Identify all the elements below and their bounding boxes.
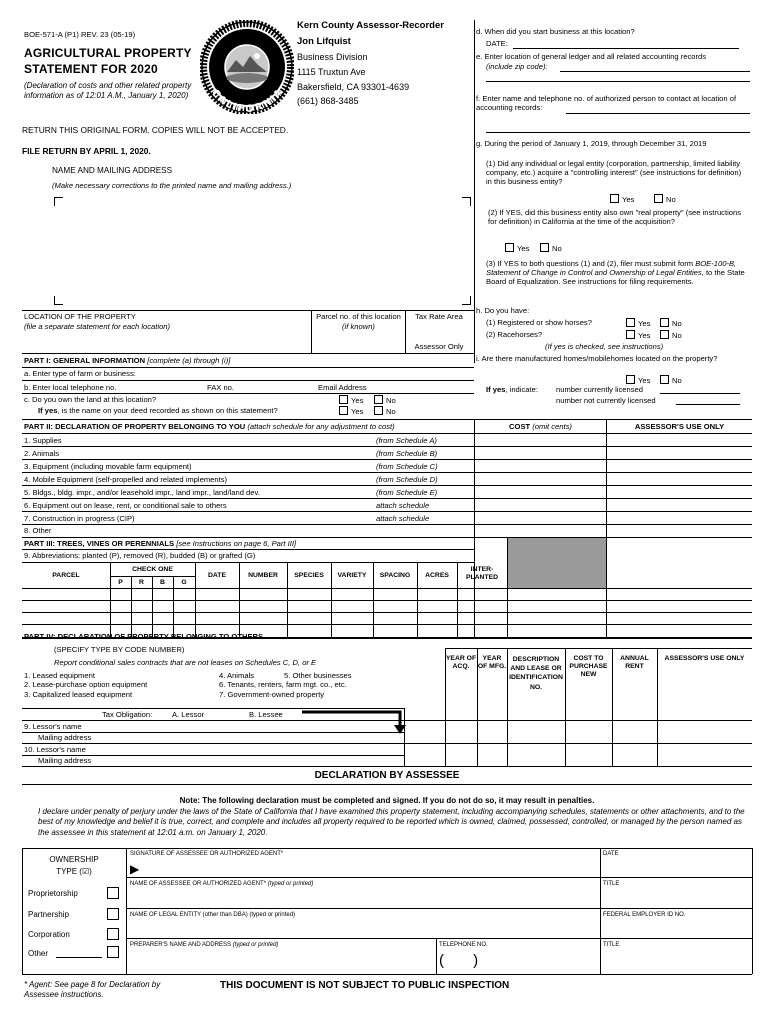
declaration-note: Note: The following declaration must be completed and signed. If you do not do so, it may result in penalties.	[179, 796, 595, 805]
part1-email: Email Address	[318, 383, 367, 392]
part3-header-rule	[22, 549, 474, 550]
form-title-line2: STATEMENT FOR 2020	[24, 62, 158, 76]
col-interplanted: INTER-PLANTED	[465, 566, 499, 581]
checkbox[interactable]	[654, 194, 663, 203]
part4-row-rule	[22, 743, 752, 744]
part1-title-text: PART I: GENERAL INFORMATION	[24, 356, 146, 365]
ownership-type-label: TYPE (☑)	[56, 867, 92, 876]
checkbox[interactable]	[660, 318, 669, 327]
office-phone: (661) 868-3485	[297, 96, 359, 106]
yes-label: Yes	[351, 396, 364, 405]
agent-note: * Agent: See page 8 for Declaration by Assessee instructions.	[24, 980, 161, 999]
question-g1: (1) Did any individual or legal entity (corporation, partnership, limited liability company, etc.) acquire a "controlling interest" (see instructions for definition) in this business entity?	[486, 159, 742, 187]
form-title-line1: AGRICULTURAL PROPERTY	[24, 46, 192, 60]
part2-title-note: (attach schedule for any adjustment to cost)	[247, 422, 395, 431]
g3-form-ref: BOE-100-B, Statement of Change in Control and Ownership of Legal Entities,	[486, 259, 737, 278]
name-assessee-label	[130, 881, 313, 888]
checkbox[interactable]	[374, 406, 383, 415]
part3-row-rule	[22, 600, 752, 601]
name-address-note: (Make necessary corrections to the printed name and mailing address.)	[52, 181, 292, 190]
no-label: No	[672, 331, 682, 340]
question-h-note: (If yes is checked, see instructions)	[545, 342, 664, 351]
seal-bottom-text: CALIFORNIA	[208, 87, 286, 114]
question-g2-yes[interactable]	[505, 243, 529, 253]
row-label: 8. Other	[24, 526, 52, 535]
question-g2-no[interactable]	[540, 243, 562, 253]
p4-col-rule	[657, 648, 658, 766]
row-label: 4. Mobile Equipment (self-propelled and related implements)	[24, 475, 228, 484]
checkbox[interactable]	[339, 395, 348, 404]
ownership-partnership-checkbox[interactable]	[107, 908, 119, 920]
part2-row	[22, 499, 752, 512]
preparer-note: (typed or printed)	[232, 942, 279, 948]
part4-rows-top-rule	[22, 720, 752, 721]
part1-c-no[interactable]	[374, 395, 396, 405]
checkbox[interactable]	[505, 243, 514, 252]
part4-bottom-rule	[22, 766, 752, 767]
lessor-9-mid-rule	[22, 732, 404, 733]
sig-row-rule	[126, 908, 752, 909]
part1-title	[24, 356, 230, 365]
part2-assessor-head: ASSESSOR'S USE ONLY	[634, 422, 725, 431]
form-code: BOE-571-A (P1) REV. 23 (05-19)	[24, 30, 136, 39]
signature-field[interactable]	[150, 860, 596, 876]
g3-text-a: (3) If YES to both questions (1) and (2), filer must submit form	[486, 259, 696, 268]
part3-abbrev: 9. Abbreviations: planted (P), removed (R), budded (B) or grafted (G)	[24, 551, 256, 560]
question-d: d. When did you start business at this location?	[476, 27, 635, 36]
seal-top-text	[200, 20, 290, 23]
col-number: NUMBER	[248, 572, 278, 579]
part1-header-rule	[22, 367, 474, 368]
part4-title: PART IV: DECLARATION OF PROPERTY BELONGING TO OTHERS	[24, 632, 264, 641]
question-f: f. Enter name and telephone no. of authorized person to contact at location of accounting records:	[476, 94, 737, 113]
cost-head-note: (omit cents)	[532, 422, 572, 431]
fein-label: FEDERAL EMPLOYER ID NO.	[603, 912, 686, 918]
part3-row-rule	[22, 588, 752, 589]
form-subtitle: (Declaration of costs and other related property information as of 12:01 A.M., January 1, 2020)	[24, 81, 192, 100]
sig-block-right	[752, 848, 753, 974]
col-g: G	[181, 579, 187, 586]
p4-col-description: DESCRIPTION AND LEASE OR IDENTIFICATION NO.	[509, 656, 563, 691]
question-h2: (2) Racehorses?	[486, 330, 543, 339]
public-inspection-notice: THIS DOCUMENT IS NOT SUBJECT TO PUBLIC INSPECTION	[220, 980, 510, 991]
row-ref: attach schedule	[376, 501, 430, 510]
col-r: R	[139, 579, 144, 586]
checkbox[interactable]	[540, 243, 549, 252]
office-street: 1115 Truxtun Ave	[297, 67, 366, 77]
ownership-other-label: Other	[28, 949, 49, 958]
col-check-one: CHECK ONE	[132, 566, 173, 573]
part1-title-note: [complete (a) through (i)]	[147, 356, 231, 365]
lessor-10-label: 10. Lessor's name	[24, 745, 86, 754]
name-assessee-note: (typed or printed)	[267, 881, 314, 887]
code-2: 2. Lease-purchase option equipment	[24, 680, 148, 690]
part2-rows	[22, 434, 752, 538]
address-corner-tl	[54, 197, 63, 206]
address-corner-br	[462, 296, 471, 305]
lessor-10-mailing: Mailing address	[38, 756, 92, 765]
part2-title-text: PART II: DECLARATION OF PROPERTY BELONGING TO YOU	[24, 422, 246, 431]
office-city: Bakersfield, CA 93301-4639	[297, 82, 410, 92]
row-ref: (from Schedule C)	[376, 462, 438, 471]
question-h1-no[interactable]	[660, 318, 682, 328]
code-5: 5. Other businesses	[284, 671, 352, 680]
ownership-corporation-checkbox[interactable]	[107, 928, 119, 940]
code-7: 7. Government-owned property	[219, 689, 325, 699]
signature-arrow-icon: ▶	[130, 862, 140, 876]
p4-col-cost: COST TO PURCHASE NEW	[569, 655, 608, 678]
part1-a-rule	[22, 380, 474, 381]
ownership-corporation-label: Corporation	[28, 930, 70, 939]
part2-row	[22, 486, 752, 499]
declaration-rule	[22, 784, 752, 785]
yes-label: Yes	[638, 376, 651, 385]
row-ref: (from Schedule D)	[376, 475, 438, 484]
part3-title-text: PART III: TREES, VINES OR PERENNIALS	[24, 539, 175, 548]
part3-shaded-cost	[507, 538, 606, 588]
code-4: 4. Animals	[219, 671, 255, 680]
declaration-title: DECLARATION BY ASSESSEE	[314, 770, 460, 781]
ownership-partnership-label: Partnership	[28, 910, 69, 919]
checkbox[interactable]	[339, 406, 348, 415]
g3-text-c: to the State Board of Equalization. See instructions for filing requirements.	[486, 268, 745, 287]
row-ref: attach schedule	[376, 514, 430, 523]
question-i-ifyes: If yes, indicate:	[486, 385, 538, 394]
question-i-licensed-field[interactable]	[660, 393, 740, 394]
question-g1-yes[interactable]	[610, 194, 634, 204]
yes-label: Yes	[638, 319, 651, 328]
date-label: DATE	[603, 851, 619, 857]
row-label: 2. Animals	[24, 449, 60, 458]
right-column-rule	[474, 20, 475, 363]
code-1: 1. Leased equipment	[24, 671, 95, 680]
part3-top-rule	[22, 537, 752, 538]
telephone-label: TELEPHONE NO.	[439, 942, 488, 948]
yes-label: Yes	[622, 195, 635, 204]
part4-specify: (SPECIFY TYPE BY CODE NUMBER)	[54, 645, 185, 654]
question-i: i. Are there manufactured homes/mobilehomes located on the property?	[476, 354, 718, 363]
tax-obligation-label: Tax Obligation:	[102, 710, 153, 719]
question-g2: (2) If YES, did this business entity also own "real property" (see instructions for definition) in California at the time of the acquisition?	[488, 208, 742, 227]
name-assessee-text: NAME OF ASSESSEE OR AUTHORIZED AGENT*	[130, 881, 267, 887]
part2-title	[24, 422, 395, 431]
parcel-note: (if known)	[342, 322, 375, 331]
col-p: P	[118, 579, 123, 586]
checkbox[interactable]	[626, 318, 635, 327]
part2-cost-head	[475, 422, 606, 431]
location-label: LOCATION OF THE PROPERTY	[24, 312, 136, 321]
col-spacing: SPACING	[379, 572, 411, 579]
part2-row	[22, 473, 752, 486]
col-parcel: PARCEL	[52, 572, 80, 579]
file-by-notice: FILE RETURN BY APRIL 1, 2020.	[22, 146, 151, 156]
question-e-field-2[interactable]	[486, 81, 750, 82]
part1-c2-no[interactable]	[374, 406, 396, 416]
question-f-field-1[interactable]	[566, 113, 750, 114]
assessor-only-label: Assessor Only	[414, 342, 464, 351]
question-h2-no[interactable]	[660, 330, 682, 340]
col-date: DATE	[208, 572, 226, 579]
part1-c: c. Do you own the land at this location?	[24, 395, 157, 404]
parcel-label: Parcel no. of this location	[316, 312, 401, 321]
question-d-date-label: DATE:	[486, 39, 508, 48]
part3-cols-top-rule	[22, 562, 474, 563]
question-h1-yes[interactable]	[626, 318, 650, 328]
part1-top-rule	[22, 353, 474, 354]
part1-b-rule	[22, 393, 474, 394]
col-variety: VARIETY	[337, 572, 367, 579]
question-d-date-field[interactable]	[513, 48, 739, 49]
checkbox[interactable]	[626, 375, 635, 384]
preparer-label	[130, 942, 278, 949]
p4-col-assessor: ASSESSOR'S USE ONLY	[664, 655, 745, 662]
question-h2-yes[interactable]	[626, 330, 650, 340]
signature-label: SIGNATURE OF ASSESSEE OR AUTHORIZED AGENT*	[130, 851, 284, 857]
col-species: SPECIES	[294, 572, 324, 579]
question-g: g. During the period of January 1, 2019, through December 31, 2019	[476, 139, 707, 148]
row-label: 1. Supplies	[24, 436, 62, 445]
no-label: No	[552, 244, 562, 253]
part2-row	[22, 434, 752, 447]
sig-block-bottom	[22, 974, 752, 975]
question-e-note: (include zip code):	[486, 62, 548, 71]
row-ref: (from Schedule A)	[376, 436, 437, 445]
yes-label: Yes	[351, 407, 364, 416]
part3-row-rule	[22, 624, 752, 625]
question-g3	[486, 259, 748, 286]
location-note: (file a separate statement for each location)	[24, 322, 171, 331]
part1-c2: If yes, is the name on your deed recorded as shown on this statement?	[38, 406, 278, 415]
sig-block-divider	[126, 848, 127, 974]
part2-top-rule	[22, 419, 752, 420]
office-division: Business Division	[297, 52, 368, 62]
row-label: 7. Construction in progress (CIP)	[24, 514, 135, 523]
part4-arrow-icon	[302, 706, 408, 738]
no-label: No	[666, 195, 676, 204]
address-corner-tr	[462, 197, 471, 206]
part1-c2-yes[interactable]	[339, 406, 363, 416]
col-acres: ACRES	[425, 572, 449, 579]
row-label: 5. Bldgs., bldg. impr., and/or leasehold impr., land impr., land/land dev.	[24, 488, 260, 497]
name-address-label: NAME AND MAILING ADDRESS	[52, 166, 173, 175]
ownership-proprietorship-checkbox[interactable]	[107, 887, 119, 899]
lessor-9-mailing: Mailing address	[38, 733, 92, 742]
ownership-other-field[interactable]	[56, 957, 102, 958]
part1-c-yes[interactable]	[339, 395, 363, 405]
checkbox[interactable]	[626, 330, 635, 339]
p4-col-header-top	[445, 648, 752, 649]
title-label: TITLE	[603, 881, 620, 887]
no-label: No	[672, 319, 682, 328]
part4-codes-mid	[219, 671, 352, 699]
row-ref: (from Schedule B)	[376, 449, 438, 458]
code-3: 3. Capitalized leased equipment	[24, 689, 133, 699]
title-2-label: TITLE	[603, 942, 620, 948]
question-f-field-2[interactable]	[486, 132, 750, 133]
telephone-area-code[interactable]: ( )	[439, 952, 479, 969]
no-label: No	[386, 396, 396, 405]
part2-row	[22, 447, 752, 460]
sig-row-rule	[126, 877, 752, 878]
tax-obligation-lessee: B. Lessee	[249, 710, 283, 719]
question-e: e. Enter location of general ledger and all related accounting records	[476, 52, 707, 61]
legal-entity-label: NAME OF LEGAL ENTITY (other than DBA) (typed or printed)	[130, 912, 296, 918]
lessor-10-mid-rule	[22, 755, 404, 756]
code-6: 6. Tenants, renters, farm mgt. co., etc.	[219, 680, 347, 690]
part4-codes-left	[24, 671, 147, 699]
part3-title	[24, 539, 296, 548]
col-b: B	[160, 579, 165, 586]
question-i-licensed-label: number currently licensed	[556, 385, 643, 394]
part1-fax: FAX no.	[207, 383, 235, 392]
part2-row	[22, 460, 752, 473]
question-i-no[interactable]	[660, 375, 682, 385]
ownership-proprietorship-label: Proprietorship	[28, 889, 78, 898]
no-label: No	[386, 407, 396, 416]
sig-block-top	[22, 848, 752, 849]
question-h1: (1) Registered or show horses?	[486, 318, 592, 327]
ownership-other-checkbox[interactable]	[107, 946, 119, 958]
p4-col-rule	[404, 708, 405, 766]
question-g1-no[interactable]	[654, 194, 676, 204]
part3-row-rule	[22, 612, 752, 613]
return-notice: RETURN THIS ORIGINAL FORM. COPIES WILL NOT BE ACCEPTED.	[22, 125, 289, 135]
tax-rate-label: Tax Rate Area	[415, 312, 463, 321]
yes-label: Yes	[517, 244, 530, 253]
question-e-field-1[interactable]	[560, 71, 750, 72]
part1-b: b. Enter local telephone no.	[24, 383, 117, 392]
p4-col-year-acq: YEAR OF ACQ.	[445, 655, 477, 670]
part3-title-note: [see Instructions on page 6, Part III]	[176, 539, 297, 548]
sig-block-divider-right	[600, 848, 601, 974]
p4-col-year-mfg: YEAR OF MFG.	[477, 655, 507, 670]
county-seal	[200, 20, 294, 114]
no-label: No	[672, 376, 682, 385]
cost-head-text: COST	[509, 422, 531, 431]
lessor-9-label: 9. Lessor's name	[24, 722, 82, 731]
office-name: Kern County Assessor-Recorder	[297, 20, 444, 31]
row-label: 3. Equipment (including movable farm equipment)	[24, 462, 192, 471]
part4-report: Report conditional sales contracts that are not leases on Schedules C, D, or E	[54, 658, 317, 667]
tax-obligation-lessor: A. Lessor	[172, 710, 205, 719]
checkbox[interactable]	[660, 375, 669, 384]
question-i-yes[interactable]	[626, 375, 650, 385]
checkbox[interactable]	[610, 194, 619, 203]
row-label: 6. Equipment out on lease, rent, or conditional sale to others	[24, 501, 227, 510]
checkbox[interactable]	[374, 395, 383, 404]
question-i-notlicensed-label: number not currently licensed	[556, 396, 656, 405]
preparer-text: PREPARER'S NAME AND ADDRESS	[130, 942, 232, 948]
part2-row	[22, 512, 752, 525]
declaration-text: I declare under penalty of perjury under the laws of the State of California that I have examined this property statement, including accompanying schedules, statements or other attachments, and to the best of my knowledge and belief it is true, correct, and complete and includes all property required to be reported which is owned, claimed, possessed, controlled, or managed by the person named as the assessee in this statement at 12:01 a.m. on January 1, 2020.	[38, 807, 745, 837]
p4-col-rent: ANNUAL RENT	[620, 655, 649, 670]
sig-telephone-divider	[436, 938, 437, 974]
location-top-rule	[22, 310, 474, 311]
assessor-name: Jon Lifquist	[297, 36, 351, 47]
address-corner-bl	[54, 296, 63, 305]
part3-interplanted-rule	[507, 537, 508, 637]
yes-label: Yes	[638, 331, 651, 340]
ownership-label: OWNERSHIP	[49, 855, 99, 864]
question-h: h. Do you have:	[476, 306, 530, 315]
question-i-notlicensed-field[interactable]	[676, 404, 740, 405]
row-ref: (from Schedule E)	[376, 488, 438, 497]
sig-row-rule	[126, 938, 752, 939]
checkbox[interactable]	[660, 330, 669, 339]
part1-a: a. Enter type of farm or business:	[24, 369, 136, 378]
